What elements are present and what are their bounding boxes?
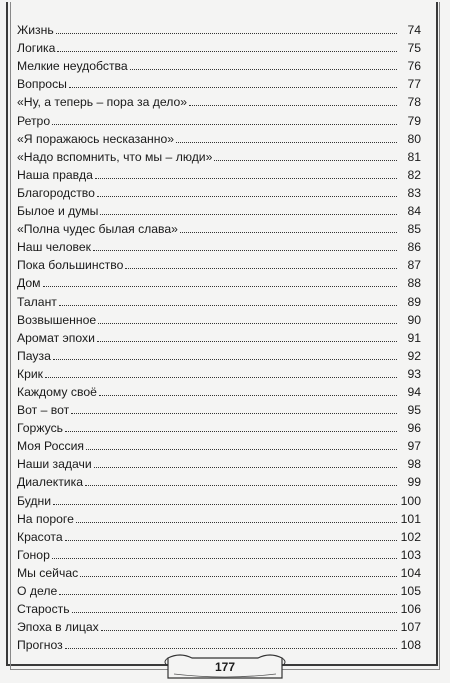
dot-leader: [52, 557, 397, 559]
toc-entry: [17, 580, 421, 598]
toc-entry-page: 93: [407, 366, 421, 381]
toc-entry: [17, 598, 421, 616]
dot-leader: [97, 195, 397, 197]
toc-entry: [17, 417, 421, 435]
toc-entry-title: «Я поражаюсь несказанно»: [17, 131, 175, 146]
toc-entry-page: 102: [400, 529, 421, 544]
toc-entry: [17, 399, 421, 417]
dot-leader: [65, 539, 397, 541]
toc-entry-title: Вопросы: [17, 77, 67, 92]
toc-entry-page: 106: [400, 602, 421, 617]
toc-entry: [17, 164, 421, 182]
toc-entry: [17, 146, 421, 164]
toc-entry-title: Мы сейчас: [17, 565, 79, 580]
toc-entry-title: Благородство: [17, 185, 95, 200]
toc-entry-title: Наш человек: [17, 240, 91, 255]
toc-entry-page: 95: [407, 403, 421, 418]
toc-entry: [17, 526, 421, 544]
toc-entry: [17, 508, 421, 526]
toc-entry: [17, 91, 421, 109]
toc-entry-page: 107: [400, 620, 421, 635]
dot-leader: [86, 448, 397, 450]
dot-leader: [80, 575, 397, 577]
dot-leader: [56, 32, 397, 34]
toc-entry: [17, 489, 421, 507]
toc-entry: [17, 254, 421, 272]
toc-entry-title: «Надо вспомнить, что мы – люди»: [17, 149, 213, 164]
toc-entry: [17, 290, 421, 308]
toc-entry-page: 79: [407, 113, 421, 128]
toc-entry: [17, 272, 421, 290]
toc-entry: [17, 327, 421, 345]
dot-leader: [176, 141, 397, 143]
toc-entry-page: 99: [407, 475, 421, 490]
toc-entry-title: Крик: [17, 366, 44, 381]
toc-entry: [17, 435, 421, 453]
toc-entry-page: 108: [400, 638, 421, 653]
toc-entry: [17, 55, 421, 73]
dot-leader: [189, 104, 397, 106]
toc-entry-page: 77: [407, 77, 421, 92]
toc-entry-title: На пороге: [17, 511, 74, 526]
dot-leader: [45, 376, 397, 378]
toc-entry-page: 101: [400, 511, 421, 526]
toc-entry: [17, 128, 421, 146]
dot-leader: [99, 394, 397, 396]
dot-leader: [72, 611, 397, 613]
toc-entry-title: «Полна чудес былая слава»: [17, 222, 178, 237]
toc-entry-title: «Ну, а теперь – пора за дело»: [17, 95, 188, 110]
toc-entry-title: Старость: [17, 602, 70, 617]
dot-leader: [43, 285, 397, 287]
toc-entry-title: Ретро: [17, 113, 51, 128]
toc-entry: [17, 218, 421, 236]
dot-leader: [85, 484, 397, 486]
toc-entry-title: Логика: [17, 41, 56, 56]
dot-leader: [59, 304, 397, 306]
toc-entry-page: 76: [407, 59, 421, 74]
toc-entry: [17, 19, 421, 37]
toc-entry-title: Будни: [17, 493, 52, 508]
dot-leader: [65, 430, 397, 432]
dot-leader: [57, 50, 397, 52]
toc-entry: [17, 634, 421, 652]
toc-entry: [17, 200, 421, 218]
toc-entry-title: Прогноз: [17, 638, 63, 653]
toc-entry: [17, 363, 421, 381]
toc-entry-page: 84: [407, 204, 421, 219]
toc-entry-title: Моя Россия: [17, 439, 85, 454]
toc-entry: [17, 109, 421, 127]
dot-leader: [71, 412, 397, 414]
dot-leader: [94, 466, 397, 468]
toc-entry-page: 91: [407, 330, 421, 345]
toc-entry-title: Каждому своё: [17, 384, 97, 399]
toc-entry: [17, 345, 421, 363]
toc-entry-page: 88: [407, 276, 421, 291]
toc-entry-page: 74: [407, 23, 421, 38]
toc-entry-title: Мелкие неудобства: [17, 59, 128, 74]
toc-entry: [17, 37, 421, 55]
dot-leader: [100, 213, 397, 215]
toc-entry-title: Гонор: [17, 547, 50, 562]
dot-leader: [101, 629, 397, 631]
toc-entry-page: 103: [400, 547, 421, 562]
toc-entry-page: 82: [407, 167, 421, 182]
toc-entry-title: Возвышенное: [17, 312, 97, 327]
toc-entry-page: 94: [407, 384, 421, 399]
toc-entry: [17, 471, 421, 489]
toc-entry-page: 78: [407, 95, 421, 110]
page-number: 177: [214, 660, 236, 674]
toc-entry-page: 89: [407, 294, 421, 309]
toc-entry-title: Красота: [17, 529, 63, 544]
toc-entry-title: Вот – вот: [17, 403, 70, 418]
toc-entry-page: 81: [407, 149, 421, 164]
dot-leader: [98, 322, 397, 324]
dot-leader: [130, 68, 397, 70]
toc-entry-page: 83: [407, 185, 421, 200]
dot-leader: [69, 86, 397, 88]
toc-entry-title: Диалектика: [17, 475, 83, 490]
toc-entry-title: Талант: [17, 294, 57, 309]
toc-entry: [17, 562, 421, 580]
dot-leader: [180, 231, 397, 233]
dot-leader: [53, 503, 397, 505]
toc-entry-page: 92: [407, 348, 421, 363]
toc-entry-page: 80: [407, 131, 421, 146]
toc-entry-page: 105: [400, 584, 421, 598]
toc-entry: [17, 182, 421, 200]
dot-leader: [125, 267, 397, 269]
toc-entry-page: 96: [407, 421, 421, 436]
toc-entry-page: 75: [407, 41, 421, 56]
toc-entry: [17, 381, 421, 399]
toc-entry-title: О деле: [17, 584, 58, 598]
toc-entry-title: Наши задачи: [17, 457, 92, 472]
dot-leader: [93, 249, 397, 251]
dot-leader: [65, 647, 397, 649]
toc-entry: [17, 453, 421, 471]
dot-leader: [95, 177, 397, 179]
toc-entry: [17, 73, 421, 91]
toc-entry-page: 98: [407, 457, 421, 472]
page-number-ribbon: [160, 652, 290, 682]
toc-entry-title: Пауза: [17, 348, 51, 363]
toc-entry-title: Дом: [17, 276, 41, 291]
dot-leader: [52, 123, 397, 125]
toc-entry-page: 104: [400, 565, 421, 580]
toc-entry-title: Аромат эпохи: [17, 330, 95, 345]
toc-entry-title: Пока большинство: [17, 258, 124, 273]
toc-entry-page: 85: [407, 222, 421, 237]
toc-entry-title: Былое и думы: [17, 204, 99, 219]
dot-leader: [53, 358, 397, 360]
toc-entry-title: Наша правда: [17, 167, 93, 182]
dot-leader: [97, 340, 397, 342]
toc-entry: [17, 544, 421, 562]
toc-entry-page: 86: [407, 240, 421, 255]
dot-leader: [214, 159, 397, 161]
toc-entry: [17, 309, 421, 327]
toc-entry-page: 100: [400, 493, 421, 508]
toc-entry-title: Эпоха в лицах: [17, 620, 99, 635]
dot-leader: [59, 593, 397, 595]
toc-entry: [17, 236, 421, 254]
toc-entry-page: 97: [407, 439, 421, 454]
toc-entry-title: Горжусь: [17, 421, 64, 436]
toc-entry-page: 90: [407, 312, 421, 327]
toc-entry-title: Жизнь: [17, 23, 54, 38]
toc-entry-page: 87: [407, 258, 421, 273]
dot-leader: [76, 521, 397, 523]
table-of-contents: [17, 19, 421, 652]
toc-entry: [17, 616, 421, 634]
